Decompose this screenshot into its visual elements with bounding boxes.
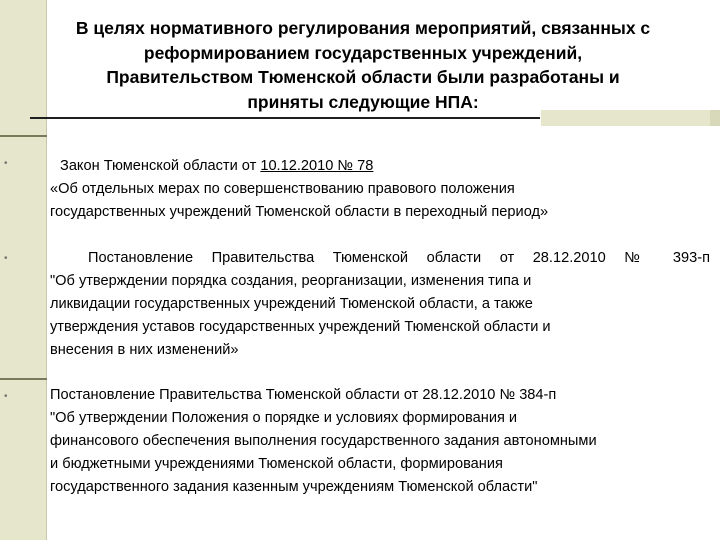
item-2-line-4: утверждения уставов государственных учреждений Тюменской области и [50,319,551,335]
item-1-line-1 [50,155,710,178]
item-3-line-2: "Об утверждении Положения о порядке и условиях формирования и [50,410,518,426]
item-2-line-5: внесения в них изменений» [50,342,239,358]
item-1-prefix: Закон Тюменской области от [60,158,261,174]
item-3-line-4: и бюджетными учреждениями Тюменской области, формирования [50,456,503,472]
bullet-3: • [4,391,8,402]
left-tick-2 [0,378,47,380]
item-1-ref: 10.12.2010 № 78 [260,158,374,174]
slide-title [18,16,708,114]
item-3-line-1: Постановление Правительства Тюменской области от 28.12.2010 № 384-п [50,387,557,403]
bullet-1: • [4,158,8,169]
title-line-1: В целях нормативного регулирования мероприятий, связанных с [75,18,651,38]
title-line-3: Правительством Тюменской области были разработаны и [106,67,620,87]
title-underline [30,117,540,119]
header-accent-box-edge [710,110,720,126]
list-item-law-78 [50,155,710,224]
title-line-4: приняты следующие НПА: [247,91,479,112]
list-item-resolution-393 [50,247,710,362]
item-2-line-3: ликвидации государственных учреждений Тюменской области, а также [50,296,533,312]
item-2-line-1: Постановление Правительства Тюменской области от 28.12.2010 № 393-п [88,250,710,266]
title-line-2: реформированием государственных учреждений, [143,42,583,63]
item-3-line-5: государственного задания казенным учреждениям Тюменской области" [50,479,538,495]
item-1-line-3: государственных учреждений Тюменской области в переходный период» [50,204,549,220]
left-tick-1 [0,135,47,137]
item-3-line-3: финансового обеспечения выполнения государственного задания автономными [50,433,597,449]
list-item-resolution-384 [50,384,710,499]
item-1-line-2: «Об отдельных мерах по совершенствованию правового положения [50,181,515,197]
bullet-2: • [4,253,8,264]
item-2-line-2: "Об утверждении порядка создания, реорганизации, изменения типа и [50,273,532,289]
